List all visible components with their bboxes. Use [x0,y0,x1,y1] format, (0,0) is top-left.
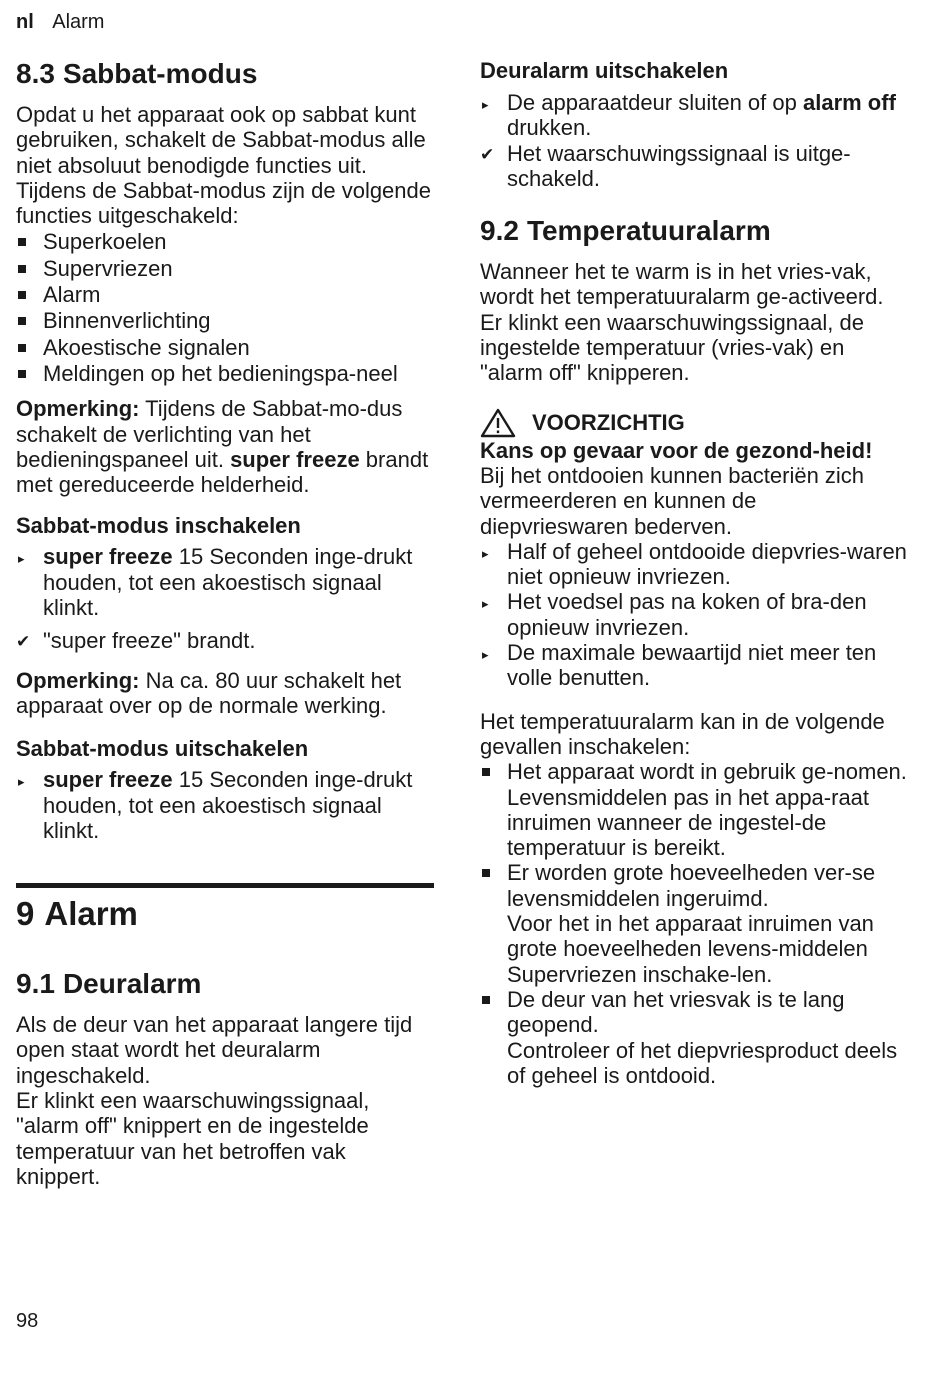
paragraph: Het temperatuuralarm kan in de volgende gevallen inschakelen: [480,708,885,759]
header-section: Alarm [52,11,105,33]
checkmark-icon: ✔ [480,144,495,164]
chapter-divider [16,883,434,888]
caution-header [480,408,910,438]
step-item [480,589,910,640]
list-item-text: Superkoelen [43,229,167,255]
list-item [16,229,434,254]
paragraph: Wanneer het te warm is in het vries-vak, wordt het temperatuuralarm ge-activeerd. [480,259,884,310]
note-text: Tijdens de Sabbat-mo-dus schakelt de verlichting van het bedieningspaneel uit. [16,396,403,472]
section-9-2-heading [480,215,910,247]
step-item [480,539,910,590]
note-text: brandt met gereduceerde helderheid. [16,446,429,498]
list-item-text: Levensmiddelen pas in het appa-raat inruimen wanneer de ingestel-de temperatuur is bereikt. [507,784,870,861]
step-text: drukken. [507,115,592,141]
caution-subtitle: Kans op gevaar voor de gezond-heid! [480,437,873,463]
list-item [480,987,910,1088]
sabbat-off-steps [16,767,434,843]
list-item [16,361,434,386]
note-label: Opmerking: [16,667,140,693]
step-item [16,767,434,843]
note-label: Opmerking: [16,396,140,422]
list-item-text: Supervriezen [43,255,173,281]
step-arrow-icon: ▸ [482,596,489,612]
alarm-cases-list [480,759,910,1088]
step-text: Half of geheel ontdooide diepvries-waren niet opnieuw invriezen. [507,538,907,590]
step-text: Het voedsel pas na koken of bra-den opnieuw invriezen. [507,589,867,640]
bullet-square-icon [18,291,26,299]
step-item [480,90,910,141]
button-name: super freeze [43,767,173,793]
bullet-square-icon [482,996,490,1004]
button-name: super freeze [230,446,360,472]
bullet-square-icon [18,317,26,325]
list-item-text: Controleer of het diepvriesproduct deels of geheel is ontdooid. [507,1037,898,1088]
caution-text: Bij het ontdooien kunnen bacteriën zich vermeerderen en kunnen de diepvrieswaren bederven. [480,462,865,539]
chapter-number: 9 [16,895,35,933]
door-alarm-off-steps [480,90,910,191]
paragraph: Tijdens de Sabbat-modus zijn de volgende functies uitgeschakeld: [16,177,432,229]
disabled-functions-list [16,229,434,386]
bullet-square-icon [18,265,26,273]
right-column [480,58,910,1088]
result-text: Het waarschuwingssignaal is uitge-schakeld. [507,140,851,191]
left-column [16,58,434,1189]
paragraph: Als de deur van het apparaat langere tijd open staat wordt het deuralarm ingeschakeld. [16,1012,413,1088]
paragraph: Er klinkt een waarschuwingssignaal, "alarm off" knippert en de ingestelde temperatuur van het betroffen vak knippert. [16,1088,370,1189]
step-text: 15 Seconden inge-drukt houden, tot een akoestisch signaal klinkt. [43,767,413,843]
section-number: 9.1 [16,968,55,1000]
list-item-text: Het apparaat wordt in gebruik ge-nomen. [507,759,907,785]
paragraph: Opdat u het apparaat ook op sabbat kunt gebruiken, schakelt de Sabbat-modus alle niet absoluut benodigde functies uit. [16,102,426,178]
step-arrow-icon: ▸ [18,774,25,790]
bullet-square-icon [18,238,26,246]
caution-label: VOORZICHTIG [532,409,685,435]
step-item [480,640,910,691]
section-8-3-heading [16,58,434,90]
list-item-text: Binnenverlichting [43,308,211,334]
section-title: Sabbat-modus [62,58,258,89]
section-number: 9.2 [480,215,519,247]
step-text: De maximale bewaartijd niet meer ten volle benutten. [507,640,877,691]
list-item [16,282,434,307]
page-header [16,9,104,35]
caution-block [480,408,910,691]
list-item-text: Er worden grote hoeveelheden ver-se levensmiddelen ingeruimd. [507,860,876,911]
step-arrow-icon: ▸ [482,545,489,561]
door-alarm-off-heading: Deuralarm uitschakelen [480,58,729,83]
sabbat-on-steps [16,544,434,653]
list-item [16,335,434,360]
page-number: 98 [16,1310,39,1332]
list-item-text: Meldingen op het bedieningspa-neel [43,360,398,386]
list-item-text: Akoestische signalen [43,334,250,360]
language-code: nl [16,11,34,33]
list-item-text: De deur van het vriesvak is te lang geopend. [507,986,845,1038]
caution-steps [480,539,910,691]
section-title: Temperatuuralarm [526,215,771,247]
button-name: alarm off [802,90,896,115]
sabbat-on-heading: Sabbat-modus inschakelen [16,513,301,539]
section-9-1-heading [16,968,434,1000]
note-text: Na ca. 80 uur schakelt het apparaat over op de normale werking. [16,667,402,718]
button-name: super freeze [43,544,173,570]
list-item [480,860,910,986]
step-arrow-icon: ▸ [482,97,489,112]
note-paragraph [16,668,434,719]
bullet-square-icon [18,370,26,378]
list-item [16,308,434,333]
step-text: De apparaatdeur sluiten of op [507,90,803,115]
bullet-square-icon [482,869,490,877]
list-item [16,256,434,281]
paragraph: Er klinkt een waarschuwingssignaal, de ingestelde temperatuur (vries-vak) en "alarm off" knipperen. [480,309,864,386]
list-item-text: Alarm [43,282,101,308]
result-item [480,141,910,192]
section-title: Deuralarm [62,968,202,1000]
chapter-9-heading [16,894,434,934]
bullet-square-icon [18,344,26,352]
step-text: 15 Seconden inge-drukt houden, tot een akoestisch signaal klinkt. [43,544,413,621]
result-item [16,628,434,653]
list-item-text: Voor het in het apparaat inruimen van grote hoeveelheden levens-middelen Supervriezen inschake-len. [507,911,874,987]
bullet-square-icon [482,768,490,776]
result-text: "super freeze" brandt. [43,628,256,654]
chapter-title: Alarm [44,895,138,933]
checkmark-icon: ✔ [16,632,31,652]
note-paragraph [16,396,434,497]
list-item [480,759,910,860]
step-item [16,544,434,620]
sabbat-off-heading: Sabbat-modus uitschakelen [16,736,309,762]
step-arrow-icon: ▸ [482,647,489,663]
warning-triangle-icon [480,408,516,438]
step-arrow-icon: ▸ [18,551,25,567]
section-number: 8.3 [16,58,55,89]
